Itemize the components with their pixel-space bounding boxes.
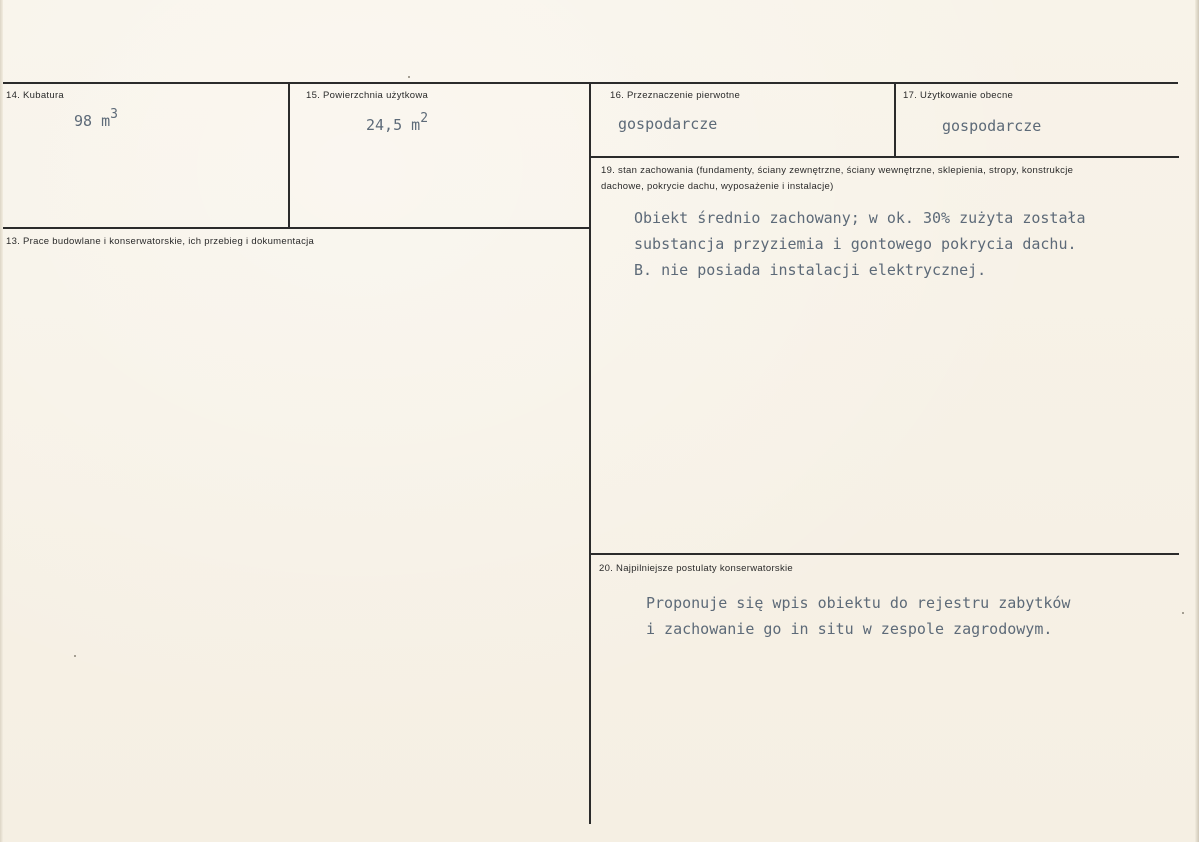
paper-speck: [74, 655, 76, 657]
field-19-text: [634, 205, 1086, 283]
divider-14-15: [288, 83, 290, 229]
field-20-line-2: i zachowanie go in situ w zespole zagrodowym.: [646, 620, 1053, 638]
rule-below-14-15: [3, 227, 590, 229]
field-14-value: 98 $m^3$: [74, 107, 118, 130]
field-20-label: 20. Najpilniejsze postulaty konserwatorskie: [599, 563, 794, 574]
field-19-line-1: Obiekt średnio zachowany; w ok. 30% zużyta została: [634, 209, 1086, 227]
field-14-label: 14. Kubatura: [6, 90, 65, 101]
field-19-label: 19. stan zachowania (fundamenty, ściany zewnętrzne, ściany wewnętrzne, sklepienia, stropy, konstrukcje dachowe, pokrycie dachu, wyposażenie i instalacje): [601, 165, 1074, 192]
rule-below-16-17: [590, 156, 1179, 158]
field-15-label: 15. Powierzchnia użytkowa: [306, 90, 429, 101]
field-15-value: 24,5 $m^2$: [366, 111, 429, 134]
field-13-label: 13. Prace budowlane i konserwatorskie, ich przebieg i dokumentacja: [6, 236, 315, 247]
field-20-text: [646, 590, 1070, 642]
field-15-unit-exponent: 2: [420, 111, 429, 126]
field-16-value: gospodarcze: [618, 115, 718, 133]
paper-speck: [1182, 612, 1184, 614]
field-17-value: gospodarcze: [942, 117, 1042, 135]
paper-edge-right: [1195, 0, 1199, 842]
field-14-unit-exponent: 3: [110, 107, 118, 122]
center-divider: [589, 83, 591, 824]
field-17-label: 17. Użytkowanie obecne: [903, 90, 1014, 101]
field-19-line-2: substancja przyziemia i gontowego pokrycia dachu.: [634, 235, 1077, 253]
field-20-line-1: Proponuje się wpis obiektu do rejestru zabytków: [646, 594, 1071, 612]
paper-edge-left: [0, 0, 3, 842]
field-16-label: 16. Przeznaczenie pierwotne: [610, 90, 741, 101]
rule-below-19: [590, 553, 1179, 555]
field-19-line-3: B. nie posiada instalacji elektrycznej.: [634, 261, 987, 279]
divider-16-17: [894, 83, 896, 157]
paper-speck: [408, 76, 410, 78]
